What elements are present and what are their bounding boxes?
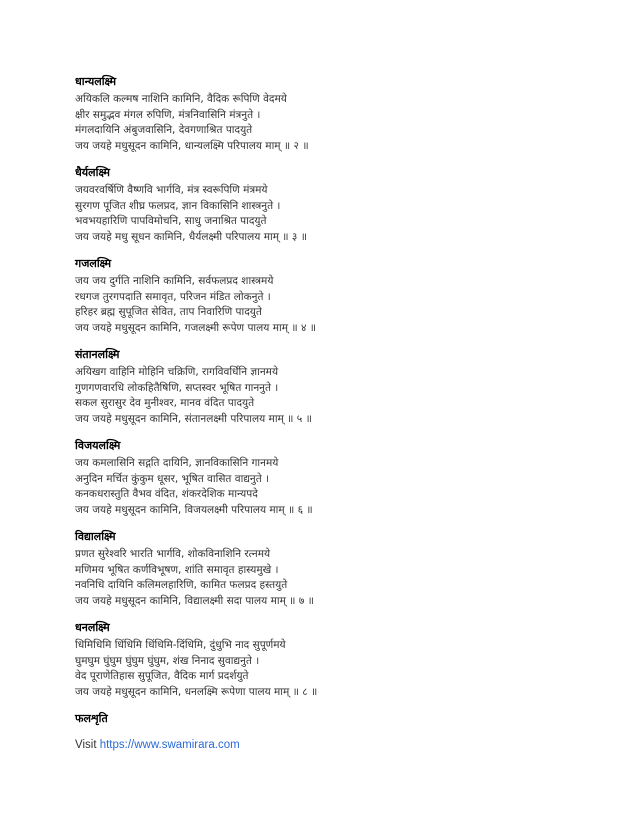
- section-gajalakshmi: [75, 254, 595, 336]
- verse-line: धिमिधिमि धिंधिमि धिंधिमि-दिंधिमि, दुंधुभि नाद सुपूर्णमये: [75, 639, 286, 651]
- verse-line: जयवरवर्षिणि वैष्णवि भार्गवि, मंत्र स्वरूपिणि मंत्रमये: [75, 184, 268, 196]
- section-heading: धान्यलक्ष्मि: [75, 75, 117, 88]
- verse-line: अनुदिन मर्चित कुंकुम धूसर, भूषित वासित वाद्यनुते ।: [75, 472, 270, 485]
- section-heading: गजलक्ष्मि: [75, 257, 112, 270]
- section-santanalakshmi: [75, 345, 595, 427]
- verse-line: मणिमय भूषित कर्णविभूषण, शांति समावृत हास्यमुखे ।: [75, 563, 279, 576]
- verse-line: क्षीर समुद्भव मंगल रुपिणि, मंत्रनिवासिनि मंत्रनुते ।: [75, 108, 261, 121]
- verse-line: जय जयहे मधुसूदन कामिनि, संतानलक्ष्मी परिपालय माम् ॥ ५ ॥: [75, 412, 312, 425]
- section-vidyalakshmi: [75, 527, 595, 609]
- verse-line: जय जय दुर्गति नाशिनि कामिनि, सर्वफलप्रद शास्त्रमये: [75, 275, 274, 287]
- verse-line: जय कमलासिनि सद्गति दायिनि, ज्ञानविकासिनि गानमये: [75, 457, 279, 469]
- verse-line: अयिकलि कल्मष नाशिनि कामिनि, वैदिक रूपिणि वेदमये: [75, 93, 287, 105]
- verse-line: नवनिधि दायिनि कलिमलहारिणि, कामित फलप्रद हस्तयुते: [75, 579, 288, 591]
- verse-line: सुरगण पूजित शीघ्र फलप्रद, ज्ञान विकासिनि शास्त्रनुते ।: [75, 199, 281, 212]
- section-heading: विद्यालक्ष्मि: [75, 530, 116, 543]
- section-dhanyalakshmi: [75, 72, 595, 154]
- stotra-content: [75, 72, 595, 753]
- section-vijayalakshmi: [75, 436, 595, 518]
- verse-line: भवभयहारिणि पापविमोचनि, साधु जनाश्रित पादयुते: [75, 215, 267, 227]
- verse-line: मंगलदायिनि अंबुजवासिनि, देवगणाश्रित पादयुते: [75, 124, 253, 136]
- section-heading: संतानलक्ष्मि: [75, 348, 120, 361]
- verse-line: जय जयहे मधुसूदन कामिनि, विजयलक्ष्मी परिपालय माम् ॥ ६ ॥: [75, 503, 313, 516]
- verse-line: जय जयहे मधुसूदन कामिनि, विद्यालक्ष्मी सदा पालय माम् ॥ ७ ॥: [75, 594, 314, 607]
- verse-line: रधगज तुरगपदाति समावृत, परिजन मंडित लोकनुते ।: [75, 290, 271, 303]
- verse-line: अयिखग वाहिनि मोहिनि चक्रिणि, रागविवर्धिनि ज्ञानमये: [75, 366, 279, 378]
- section-heading: धनलक्ष्मि: [75, 621, 110, 634]
- verse-line: घुमघुम घुंघुम घुंघुम घुंघुम, शंख निनाद सुवाद्यनुते ।: [75, 654, 260, 667]
- footer-visit: [75, 737, 595, 753]
- footer-prefix: Visit: [75, 739, 100, 751]
- verse-line: कनकधरास्तुति वैभव वंदित, शंकरदेशिक मान्यपदे: [75, 488, 258, 500]
- section-heading: विजयलक्ष्मि: [75, 439, 121, 452]
- verse-line: गुणगणवारधि लोकहितैषिणि, सप्तस्वर भूषित गाननुते ।: [75, 381, 279, 394]
- verse-line: जय जयहे मधु सूधन कामिनि, धैर्यलक्ष्मी परिपालय माम् ॥ ३ ॥: [75, 230, 308, 243]
- verse-line: वेद पूराणेतिहास सुपूजित, वैदिक मार्ग प्रदर्शयुते: [75, 670, 249, 682]
- section-heading: धैर्यलक्ष्मि: [75, 166, 110, 179]
- phalashruti-heading: फलशृति: [75, 712, 108, 725]
- verse-line: जय जयहे मधुसूदन कामिनि, धनलक्ष्मि रूपेणा पालय माम् ॥ ८ ॥: [75, 685, 318, 698]
- verse-line: जय जयहे मधुसूदन कामिनि, धान्यलक्ष्मि परिपालय माम् ॥ २ ॥: [75, 139, 309, 152]
- website-link[interactable]: https://www.swamirara.com: [99, 739, 240, 751]
- verse-line: प्रणत सुरेश्वरि भारति भार्गवि, शोकविनाशिनि रत्नमये: [75, 548, 271, 560]
- verse-line: जय जयहे मधुसूदन कामिनि, गजलक्ष्मी रूपेण पालय माम् ॥ ४ ॥: [75, 321, 317, 334]
- verse-line: हरिहर ब्रह्म सुपूजित सेवित, ताप निवारिणि पादयुते: [75, 306, 262, 318]
- section-dhairyalakshmi: [75, 163, 595, 245]
- section-dhanalakshmi: [75, 618, 595, 700]
- verse-line: सकल सुरासुर देव मुनीश्वर, मानव वंदित पादयुते: [75, 397, 255, 409]
